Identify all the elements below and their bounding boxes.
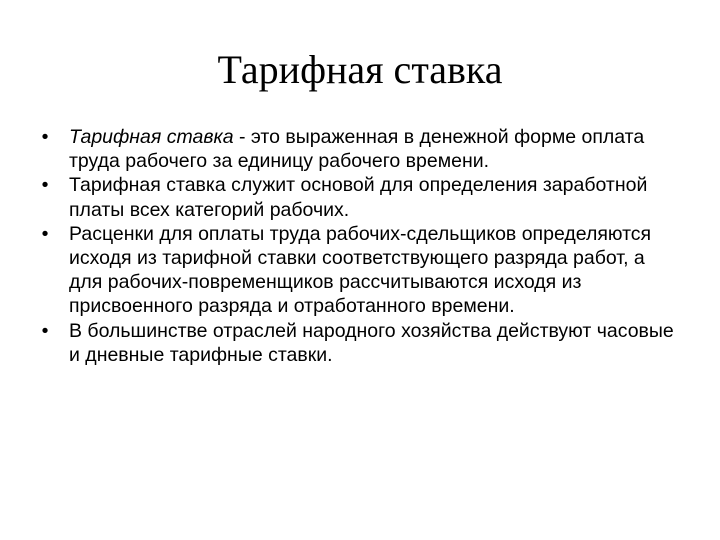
bullet-dot-icon: • <box>41 174 49 197</box>
bullet-item-industries <box>36 319 676 367</box>
bullet-text: В большинстве отраслей народного хозяйства действуют часовые и дневные тарифные ставки. <box>69 319 674 366</box>
bullet-list <box>36 125 676 367</box>
bullet-text: Расценки для оплаты труда рабочих-сдельщиков определяются исходя из тарифной ставки соответствующего разряда работ, а для рабочих-повременщиков рассчитываются исходя из присвоенного разряда и отработанного времени. <box>69 222 652 318</box>
slide-title: Тарифная ставка <box>217 47 503 92</box>
term-emphasis: Тарифная ставка <box>69 126 234 148</box>
bullet-item-definition <box>36 125 676 173</box>
bullet-dot-icon: • <box>41 222 49 245</box>
bullet-item-basis <box>36 173 676 221</box>
bullet-text: - это выраженная в денежной форме оплата труда рабочего за единицу рабочего времени. <box>69 126 645 173</box>
bullet-item-rates <box>36 222 676 319</box>
bullet-text: Тарифная ставка служит основой для определения заработной платы всех категорий рабочих. <box>69 174 648 221</box>
bullet-dot-icon: • <box>41 126 49 148</box>
bullet-dot-icon: • <box>41 319 49 342</box>
